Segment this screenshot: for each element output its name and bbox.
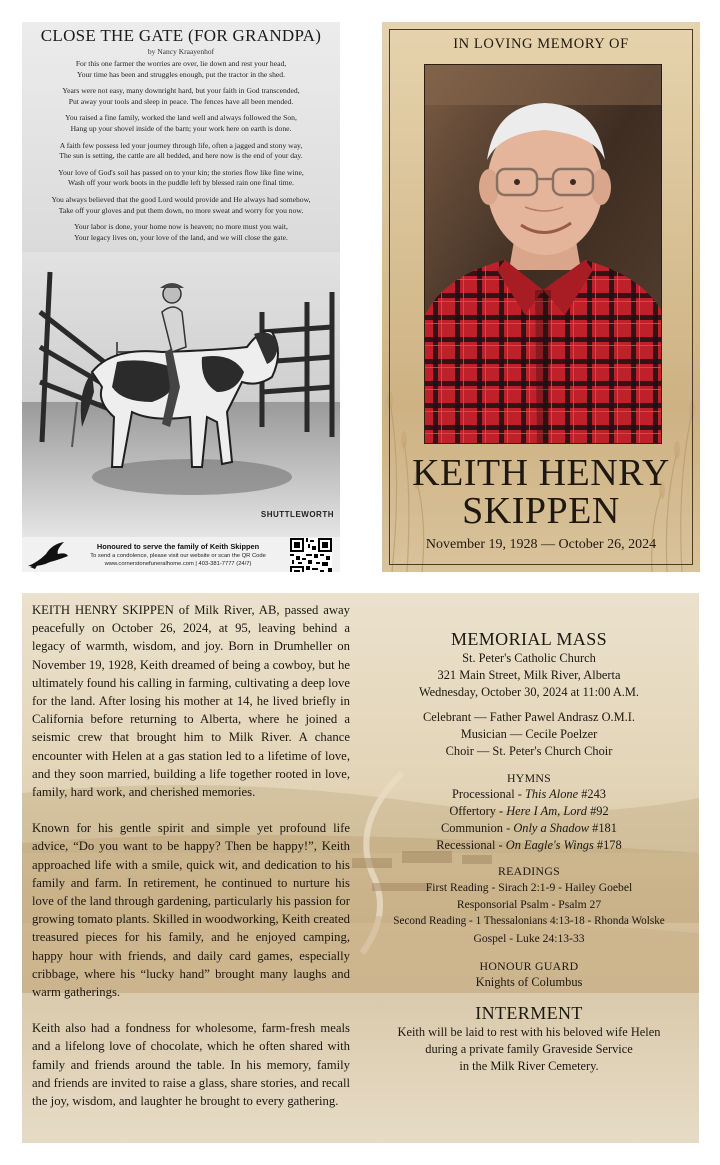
- hymn-item: Communion - Only a Shadow #181: [441, 821, 617, 835]
- obituary-text: [32, 601, 350, 1128]
- poem-panel: [22, 22, 340, 572]
- qr-code[interactable]: [290, 538, 332, 572]
- poem-stanza: You always believed that the good Lord would provide and He always had somehow, Take off your gloves and put them down, no more sweat and worry for you now.: [51, 194, 311, 215]
- reading-item: Gospel - Luke 24:13-33: [473, 932, 585, 945]
- interment-title: INTERMENT: [475, 1003, 583, 1023]
- poem-stanza: Years were not easy, many downright hard, but your faith in God transcended, Put away your tools and sleep in peace. The fences have all been mended.: [62, 86, 300, 106]
- honour-text: Honoured to serve the family of Keith Skippen: [96, 542, 260, 551]
- dove-icon: [26, 540, 70, 570]
- obituary-paragraph: Keith also had a fondness for wholesome, farm-fresh meals and a lifelong love of chocolate, which he often shared with family and friends around the table. In his memory, family and friends are invited to raise a glass, share stories, and recall the joy, wisdom, and laughter he brought to every gathering.: [32, 1021, 350, 1109]
- readings-section: [370, 864, 688, 947]
- interment-line: during a private family Graveside Service: [425, 1042, 633, 1056]
- poem-title: CLOSE THE GATE (FOR GRANDPA): [40, 26, 322, 45]
- funeral-home-footer: [22, 537, 340, 572]
- hymns-section: [370, 771, 688, 854]
- readings-title: READINGS: [497, 864, 561, 878]
- interment-line: in the Milk River Cemetery.: [459, 1059, 599, 1073]
- poem-stanza: Your labor is done, your home now is heaven; no more must you wait, Your legacy lives on, your love of the land, and we will close the gate.: [74, 222, 288, 242]
- condolence-text: To send a condolence, please visit our website or scan the QR Code: [90, 553, 266, 559]
- poem-stanza: A faith few possess led your journey through life, often a jagged and stony way, The sun is setting, the cattle are all bedded, and here now is the end of your day.: [59, 140, 303, 161]
- contact-link[interactable]: www.cornerstonefuneralhome.com | 403-381-7777 (24/7): [104, 561, 252, 567]
- church-name: St. Peter's Catholic Church: [462, 651, 596, 665]
- portrait-illustration: [425, 65, 661, 443]
- memory-heading: IN LOVING MEMORY OF: [453, 36, 629, 52]
- reading-item: First Reading - Sirach 2:1-9 - Hailey Goebel: [425, 881, 633, 894]
- cowboy-horse-painting: [22, 252, 340, 537]
- honour-guard-name: Knights of Columbus: [475, 975, 583, 989]
- choir: Choir — St. Peter's Church Choir: [445, 744, 613, 758]
- musician: Musician — Cecile Poelzer: [460, 727, 598, 741]
- memorial-mass-section: [370, 629, 688, 760]
- interment-section: [370, 1003, 688, 1075]
- reading-item: Second Reading - 1 Thessalonians 4:13-18 - Rhonda Wolske: [393, 915, 665, 927]
- honour-guard-section: [370, 959, 688, 991]
- life-dates: November 19, 1928 — October 26, 2024: [425, 537, 657, 552]
- hymn-item: Processional - This Alone #243: [452, 787, 606, 801]
- portrait-photo: [424, 64, 662, 444]
- hymns-title: HYMNS: [506, 771, 552, 785]
- deceased-name-last: SKIPPEN: [462, 490, 620, 532]
- artist-signature: SHUTTLEWORTH: [260, 510, 334, 519]
- poem-stanza: You raised a fine family, worked the land well and always followed the Son, Hang up your shovel inside of the barn; your work here on earth is done.: [65, 113, 297, 133]
- honour-guard-title: HONOUR GUARD: [479, 959, 579, 973]
- poem-stanza: Your love of God's soil has passed on to your kin; the stories flow like fine wine, Wash off your work boots in the puddle left by blessed rain one final time.: [58, 167, 304, 188]
- interment-line: Keith will be laid to rest with his beloved wife Helen: [397, 1025, 661, 1039]
- hymn-item: Recessional - On Eagle's Wings #178: [436, 838, 622, 852]
- obituary-paragraph: KEITH HENRY SKIPPEN of Milk River, AB, passed away peacefully on October 26, 2024, at 95, leaving behind a legacy of warmth, wisdom, and joy. Born in Drumheller on November 19, 1928, Keith dreamed of being a cowboy, but he ultimately found his calling in farming, cultivating a deep love for the land. After losing his mother at 14, he lived briefly in California before returning to Alberta, where he joined a seismic crew that brought him to Milk River. A chance encounter with Helen at a gas station led to a lifetime of love, and they soon married, building a life together rooted in love, family, hard work, and cherished memories.: [32, 603, 350, 800]
- church-address: 321 Main Street, Milk River, Alberta: [437, 668, 621, 682]
- memory-panel: [382, 22, 700, 572]
- poem-author: by Nancy Kraayenhof: [147, 47, 215, 56]
- poem-stanza: For this one farmer the worries are over, lie down and rest your head, Your time has been and struggles enough, put the tractor in the shed.: [75, 59, 287, 79]
- obituary-paragraph: Known for his gentle spirit and simple yet profound life advice, “Do you want to be happy? Then be happy!”, Keith approached life with a smile, quick wit, and dedication to his family and farm. In retirement, he continued to nurture his love of the land through gardening, particularly his passion for growing tomato plants. Skilled in woodworking, Keith created treasured pieces for his family, and he enjoyed camping, happy hour with friends, and daily card games, especially cribbage, where his “lucky hand” brought many laughs and warm gatherings.: [32, 821, 350, 1000]
- reading-item: Responsorial Psalm - Psalm 27: [456, 898, 602, 911]
- celebrant: Celebrant — Father Pawel Andrasz O.M.I.: [423, 710, 635, 724]
- obituary-panel: [22, 593, 699, 1143]
- poem-body: [28, 59, 334, 249]
- memorial-mass-title: MEMORIAL MASS: [450, 629, 608, 649]
- hymn-item: Offertory - Here I Am, Lord #92: [449, 804, 609, 818]
- deceased-name-first: KEITH HENRY: [412, 452, 670, 494]
- mass-datetime: Wednesday, October 30, 2024 at 11:00 A.M.: [418, 685, 640, 699]
